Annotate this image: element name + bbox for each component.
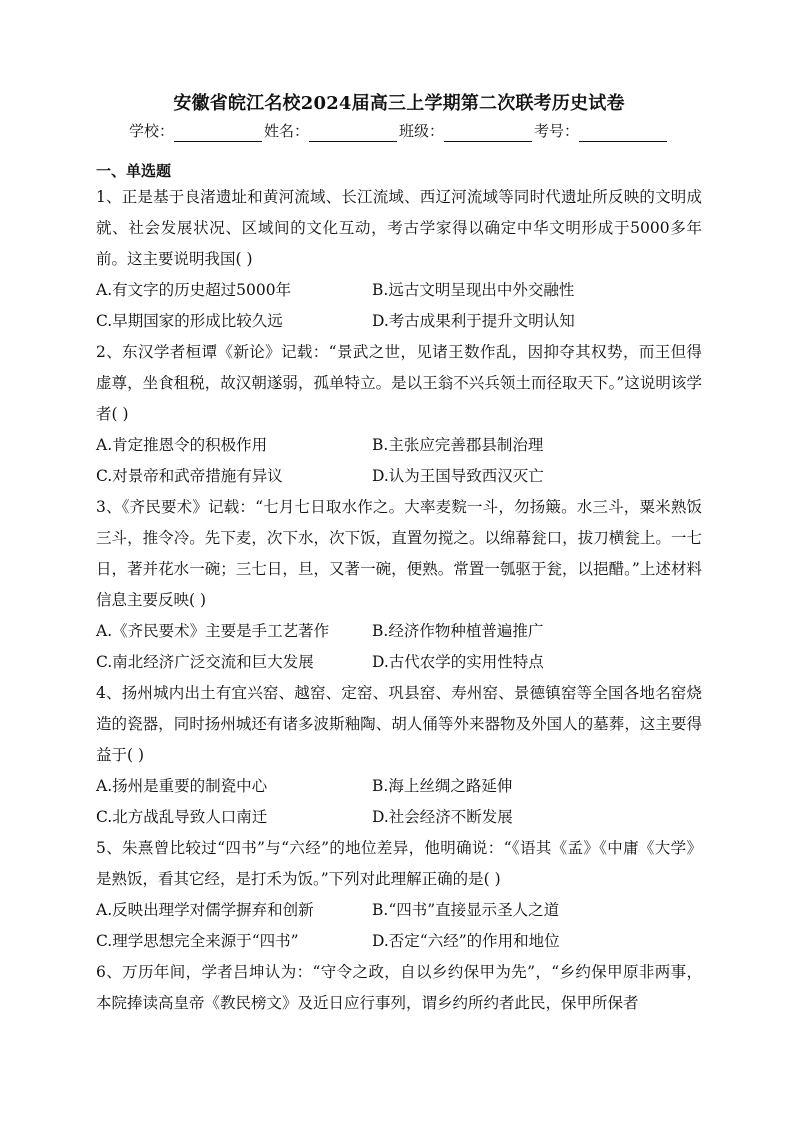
question-3-options [96,616,702,678]
question-4-option-a[interactable]: A.扬州是重要的制瓷中心 [96,777,268,795]
school-blank[interactable] [174,125,262,142]
question-1: 1、正是基于良渚遗址和黄河流域、长江流域、西辽河流域等同时代遗址所反映的文明成就、社会发展状况、区域间的文化互动，考古学家得以确定中华文明形成于5000多年前。这主要说明我国( ) [96,188,702,268]
question-1-options [96,275,702,337]
class-label: 班级： [399,122,445,140]
name-blank[interactable] [309,125,397,142]
exam-title: 安徽省皖江名校2024届高三上学期第二次联考历史试卷 [173,93,625,114]
question-3: 3、《齐民要术》记载：“七月七日取水作之。大率麦䴷一斗，勿扬簸。水三斗，粟米熟饭三斗，推令冷。先下麦，次下水，次下饭，直置勿搅之。以绵幕瓮口，拔刀横瓮上。一七日，著并花水一碗；三七日，旦，又著一碗，便熟。常置一瓠驱于瓮，以挹醋。”上述材料信息主要反映( ) [96,498,702,609]
name-field [264,120,399,142]
question-2-options [96,430,702,492]
name-label: 姓名： [263,122,309,140]
question-5-option-c[interactable]: C.理学思想完全来源于“四书” [96,932,299,950]
class-field [399,120,534,142]
question-3-option-c[interactable]: C.南北经济广泛交流和巨大发展 [96,653,314,671]
school-field [129,120,264,142]
question-5-option-d[interactable]: D.否定“六经”的作用和地位 [372,932,560,950]
question-6: 6、万历年间，学者吕坤认为：“守令之政，自以乡约保甲为先”，“乡约保甲原非两事，本院捧读高皇帝《教民榜文》及近日应行事列，谓乡约所约者此民，保甲所保者 [96,963,702,1012]
question-1-option-b[interactable]: B.远古文明呈现出中外交融性 [372,281,575,299]
question-5-option-b[interactable]: B.“四书”直接显示圣人之道 [372,901,560,919]
question-1-option-d[interactable]: D.考古成果利于提升文明认知 [372,312,575,330]
section-title: 一、单选题 [96,162,172,180]
question-1-option-a[interactable]: A.有文字的历史超过5000年 [96,281,292,299]
question-3-option-d[interactable]: D.古代农学的实用性特点 [372,653,544,671]
question-3-option-a[interactable]: A.《齐民要术》主要是手工艺著作 [96,622,330,640]
question-5-options [96,895,702,957]
question-4: 4、扬州城内出土有宜兴窑、越窑、定窑、巩县窑、寿州窑、景德镇窑等全国各地名窑烧造的瓷器，同时扬州城还有诸多波斯釉陶、胡人俑等外来器物及外国人的墓葬，这主要得益于( ) [96,684,702,764]
question-2-option-d[interactable]: D.认为王国导致西汉灭亡 [372,467,544,485]
question-2-option-b[interactable]: B.主张应完善郡县制治理 [372,436,544,454]
question-1-option-c[interactable]: C.早期国家的形成比较久远 [96,312,283,330]
question-4-option-d[interactable]: D.社会经济不断发展 [372,808,513,826]
question-2-option-c[interactable]: C.对景帝和武帝措施有异议 [96,467,283,485]
question-3-option-b[interactable]: B.经济作物种植普遍推广 [372,622,544,640]
class-blank[interactable] [444,125,532,142]
question-5-option-a[interactable]: A.反映出理学对儒学摒弃和创新 [96,901,314,919]
student-info-row [96,120,702,142]
question-2: 2、东汉学者桓谭《新论》记载：“景武之世，见诸王数作乱，因抑夺其权势，而王但得虚尊，坐食租税，故汉朝遂弱，孤单特立。是以王翁不兴兵领土而径取天下。”这说明该学者( ) [96,343,702,423]
exam-number-field [534,120,669,142]
exam-number-blank[interactable] [579,125,667,142]
question-4-options [96,771,702,833]
question-5: 5、朱熹曾比较过“四书”与“六经”的地位差异，他明确说：“《语其《孟》《中庸《大学》是熟饭，看其它经，是打禾为饭。”下列对此理解正确的是( ) [96,839,702,888]
question-4-option-c[interactable]: C.北方战乱导致人口南迁 [96,808,268,826]
exam-number-label: 考号： [534,122,580,140]
school-label: 学校： [128,122,174,140]
question-2-option-a[interactable]: A.肯定推恩令的积极作用 [96,436,268,454]
question-4-option-b[interactable]: B.海上丝绸之路延伸 [372,777,513,795]
